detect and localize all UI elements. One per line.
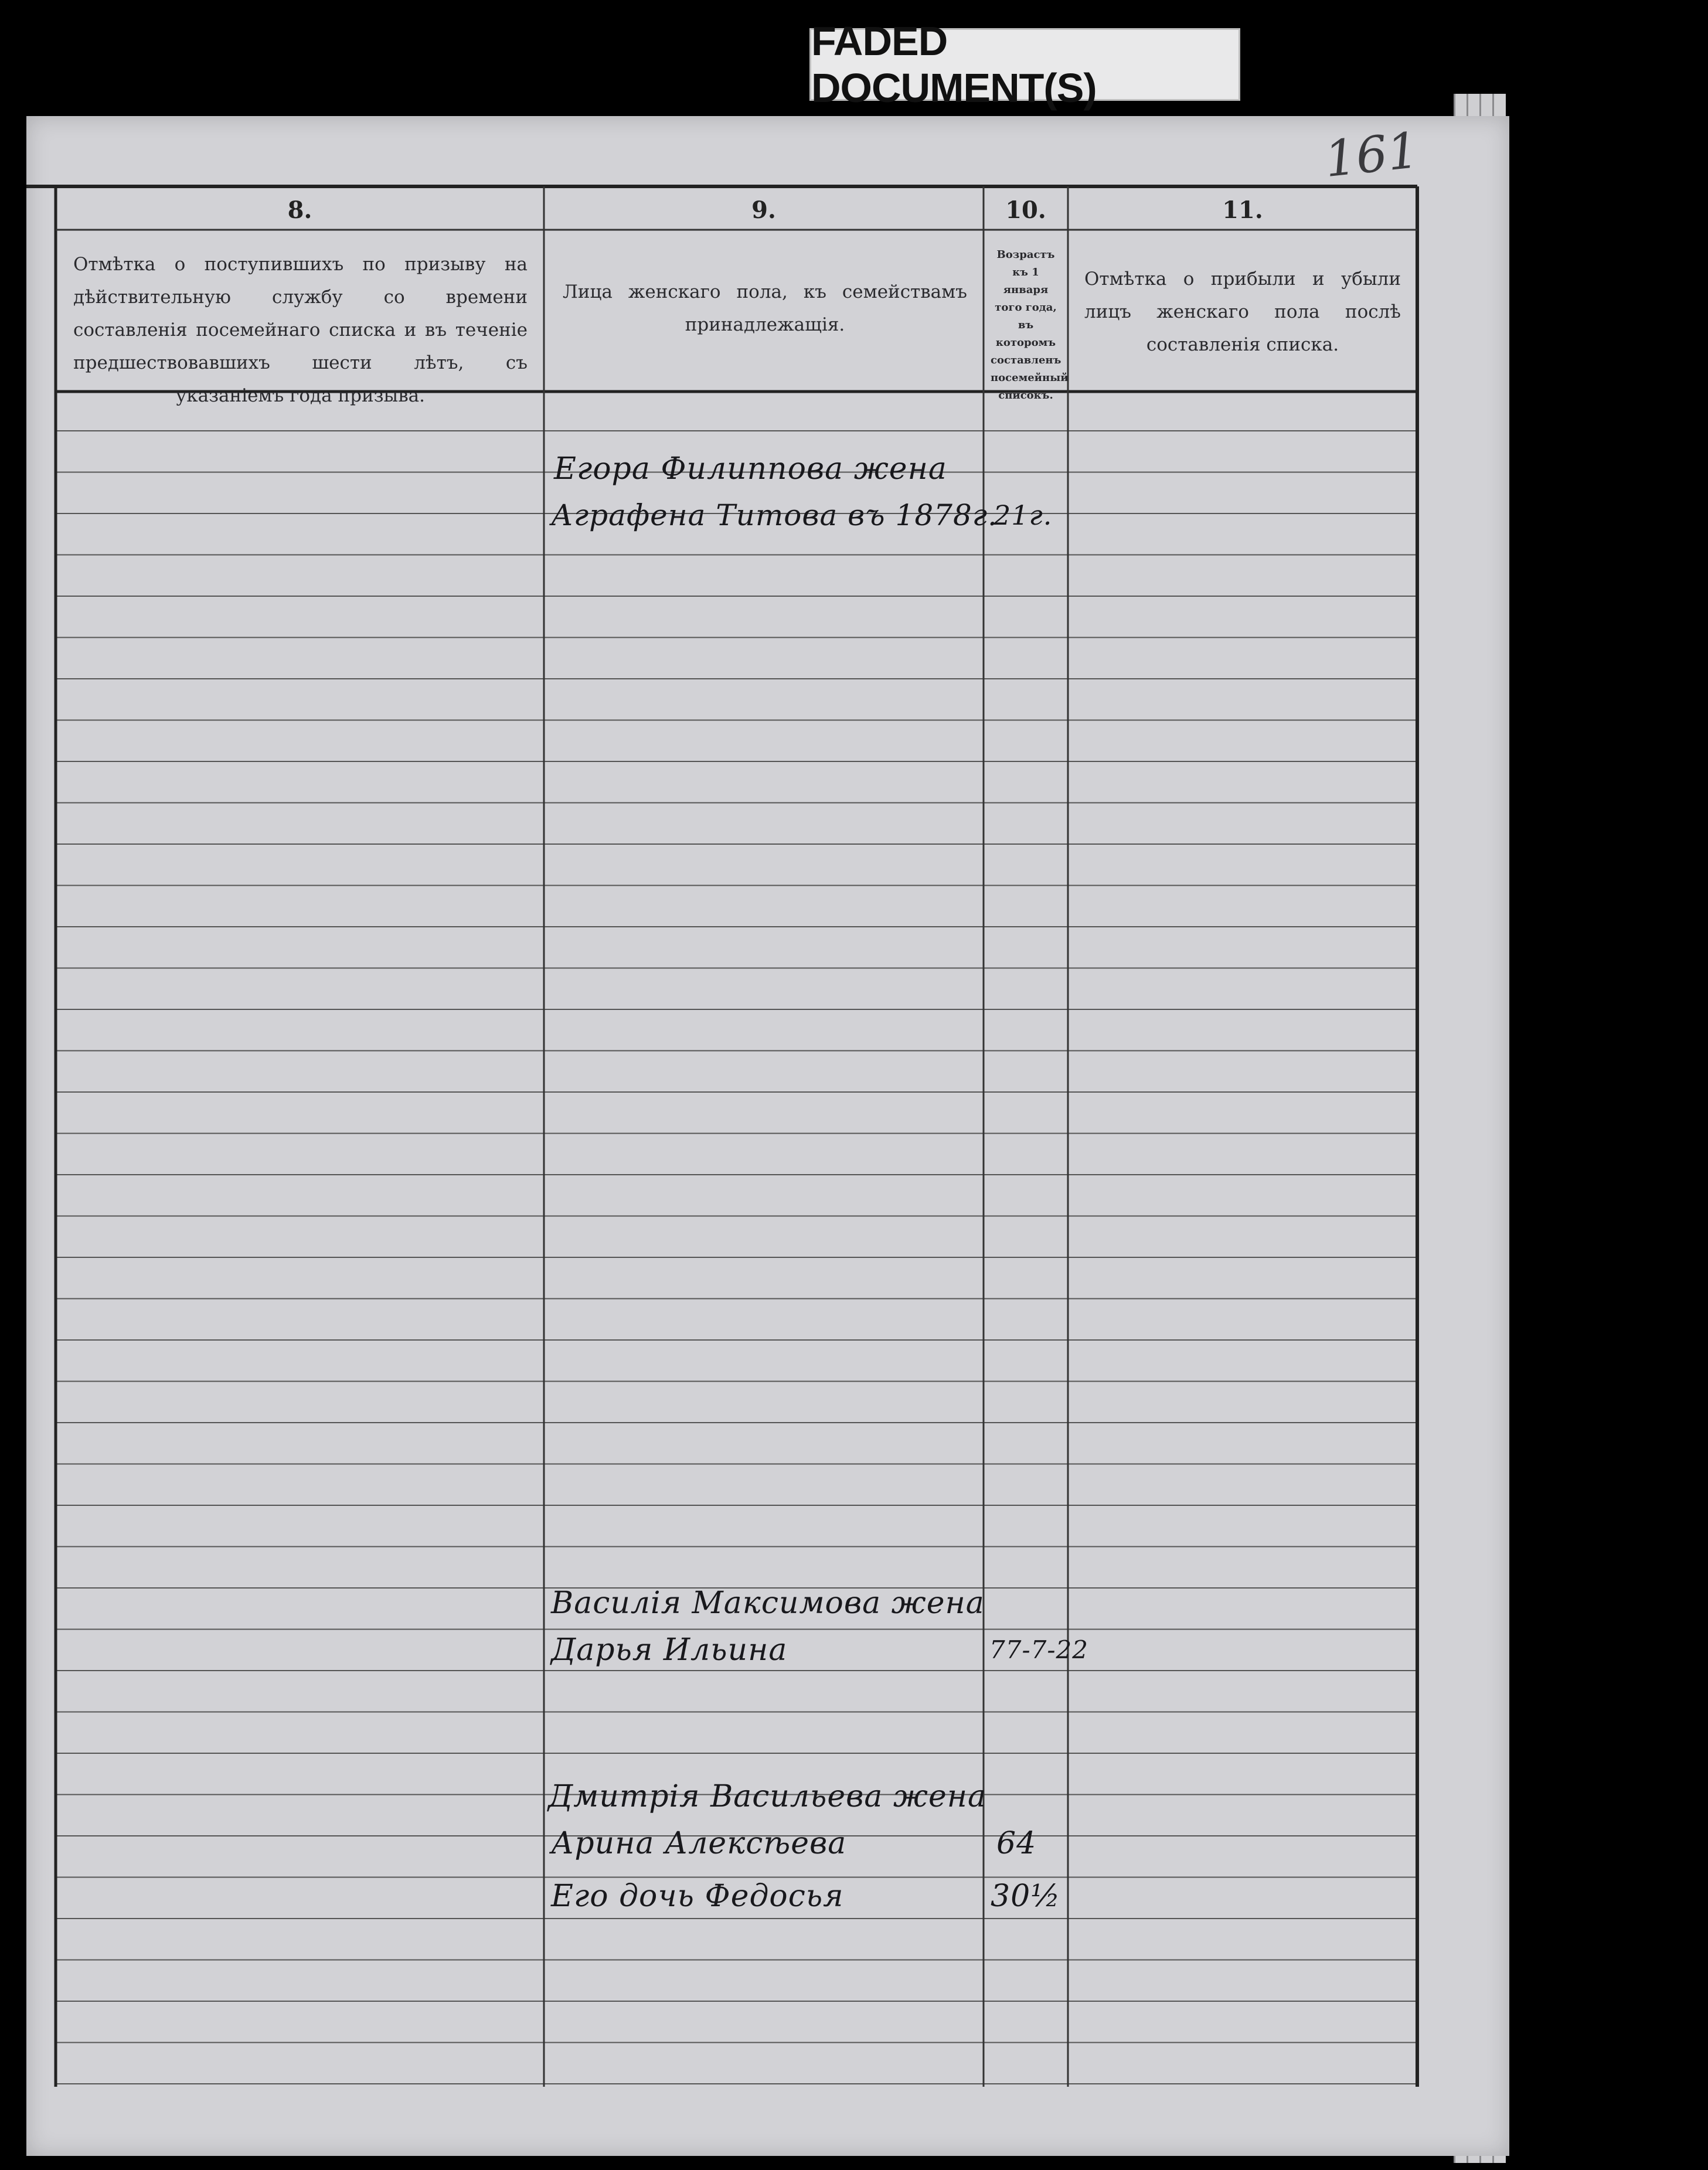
entry-age: 64 <box>996 1826 1037 1861</box>
entry-name: Егора Филиппова жена <box>554 451 947 487</box>
entry-name: Василія Максимова жена <box>551 1586 985 1621</box>
entry-name: Арина Алексѣева <box>551 1826 847 1861</box>
col-11-number: 11. <box>1222 196 1263 224</box>
entry-name: Дмитрія Васильева жена <box>548 1779 987 1814</box>
col-10-number: 10. <box>1005 196 1046 224</box>
entry-age: 21г. <box>994 499 1053 531</box>
entry-age: 30½ <box>991 1879 1061 1914</box>
col-9-header: Лица женскаго пола, къ семействамъ принадлежащія. <box>563 281 967 335</box>
col-8-header: Отмѣтка о поступившихъ по призыву на дѣйствительную службу со времени составленія посемейнаго списка и въ теченіе предшествовавшихъ шести лѣтъ, съ указаніемъ года призыва. <box>73 254 528 406</box>
col-8-number: 8. <box>287 196 312 224</box>
faded-document-label: FADED DOCUMENT(S) <box>809 28 1240 101</box>
col-10-header: Возрастъ къ 1 января того года, въ которомъ составленъ посемейный списокъ. <box>991 249 1069 402</box>
entry-age: 77-7-22 <box>989 1635 1088 1664</box>
entry-name: Дарья Ильина <box>551 1632 788 1668</box>
entry-name: Аграфена Титова въ 1878г. <box>551 498 998 532</box>
page-number: 161 <box>1322 121 1422 189</box>
entry-name: Его дочь Федосья <box>551 1879 844 1914</box>
col-9-number: 9. <box>751 196 776 224</box>
col-11-header: Отмѣтка о прибыли и убыли лицъ женскаго пола послѣ составленія списка. <box>1084 268 1401 355</box>
